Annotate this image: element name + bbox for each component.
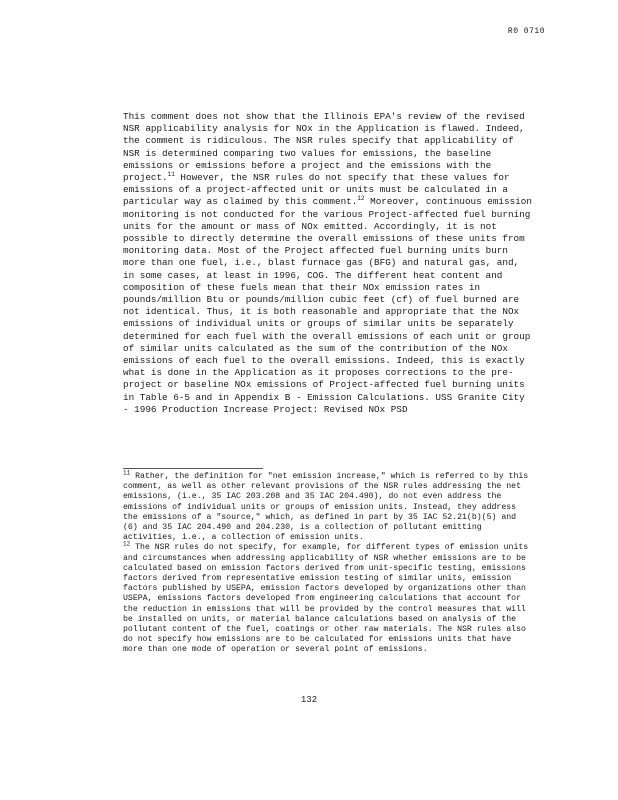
- footnote-marker-11: 11: [123, 469, 131, 477]
- footnote-ref-12: 12: [357, 195, 365, 203]
- footnote-text-12: The NSR rules do not specify, for example, for different types of emission units and circumstances when addressing applicability of NSR whether emissions are to be calculated based on emission factors derived from unit-specific testing, emissions factors derived from representative emission testing of similar units, emission factors published by USEPA, emission factors developed by organizations other than USEPA, emissions factors developed from engineering calculations that account for the reduction in emissions that will be provided by the control measures that will be installed on units, or material balance calculations based on analysis of the pollutant content of the fuel, coatings or other raw materials. The NSR rules also do not specify how emissions are to be calculated for emissions units that have more than one mode of operation or several point of emissions.: [123, 543, 529, 655]
- paragraph-text-part-2: However, the NSR rules do not specify that these values for emissions of a project-affected unit or units must be calculated in a particular way as claimed by this comment.: [123, 172, 510, 208]
- paragraph-text-part-3: Moreover, continuous emission monitoring is not conducted for the various Project-affected fuel burning units for the amount or mass of NOx emitted. Accordingly, it is not possible to directly determine the overall emissions of these units from monitoring data. Most of the Project affected fuel burning units burn more than one fuel, i.e., blast furnace gas (BFG) and natural gas, and, in some cases, at least in 1996, COG. The different heat content and composition of these fuels mean that their NOx emission rates in pounds/million Btu or pounds/million cubic feet (cf) of fuel burned are not identical. Thus, it is both reasonable and appropriate that the NOx emissions of individual units or groups of similar units be separately determined for each fuel with the overall emissions of each unit or group of similar units calculated as the sum of the contribution of the NOx emissions of each fuel to the overall emissions. Indeed, this is exactly what is done in the Application as it proposes corrections to the pre-project or baseline NOx emissions of Project-affected fuel burning units in Table 6-5 and in Appendix B - Emission Calculations. USS Granite City - 1996 Production Increase Project: Revised NOx PSD: [123, 196, 532, 415]
- page-number: 132: [300, 695, 318, 705]
- footnote-text-11: Rather, the definition for "net emission increase," which is referred to by this comment, as well as other relevant provisions of the NSR rules addressing the net emissions, (i.e., 35 IAC 203.208 and 35 IAC 204.490), do not even address the emissions of individual units or groups of emission units. Instead, they address the emissions of a "source," which, as defined in part by 35 IAC 52.21(b)(5) and (6) and 35 IAC 204.490 and 204.230, is a collection of pollutant emitting activities, i.e., a collection of emission units.: [123, 472, 529, 543]
- paragraph-body: [123, 111, 533, 416]
- document-reference-number: R0 0710: [507, 27, 545, 36]
- footnote-separator: [123, 468, 263, 469]
- footnote-marker-12: 12: [123, 540, 131, 548]
- footnote-12: [123, 540, 533, 655]
- footnotes-section: [123, 469, 533, 656]
- footnote-ref-11: 11: [167, 170, 175, 178]
- paragraph-text-part-1: This comment does not show that the Illinois EPA's review of the revised NSR applicability analysis for NOx in the Application is flawed. Indeed, the comment is ridiculous. The NSR rules specify that applicability of NSR is determined comparing two values for emissions, the baseline emissions or emissions before a project and the emissions with the project.: [123, 111, 525, 184]
- main-paragraph: [123, 111, 533, 416]
- footnote-11: [123, 469, 533, 543]
